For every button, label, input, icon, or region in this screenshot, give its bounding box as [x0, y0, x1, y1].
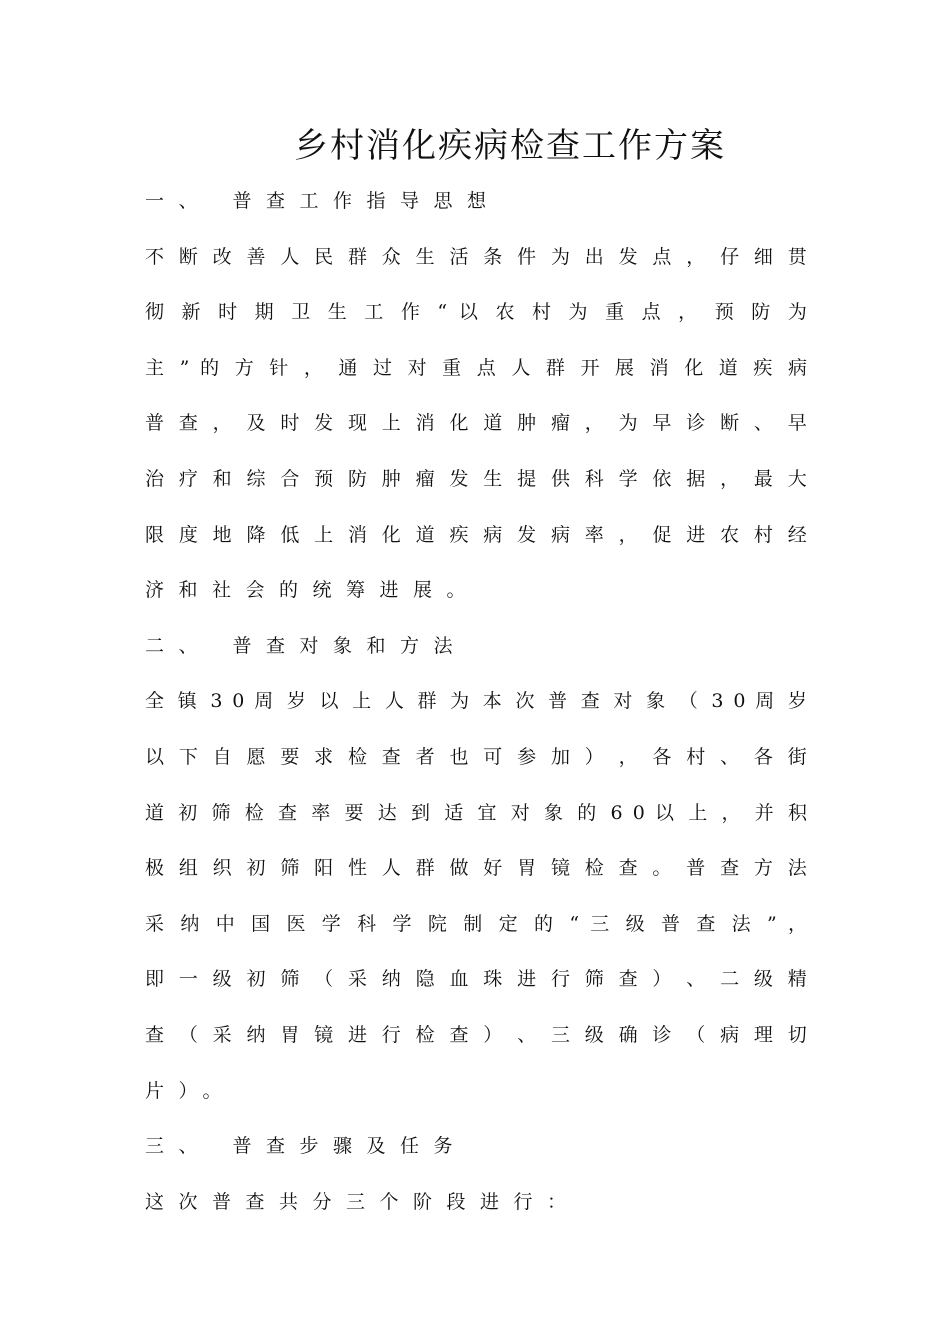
- paragraph-line: 不 断 改 善 人 民 群 众 生 活 条 件 为 出 发 点 ， 仔 细 贯: [145, 245, 807, 268]
- paragraph-line: 这次普查共分三个阶段进行：: [145, 1190, 581, 1213]
- paragraph-line: 采 纳 中 国 医 学 科 学 院 制 定 的 “ 三 级 普 查 法 ” ，: [145, 912, 807, 935]
- document-title: 乡村消化疾病检查工作方案: [294, 126, 726, 166]
- paragraph-line: 限 度 地 降 低 上 消 化 道 疾 病 发 病 率 ， 促 进 农 村 经: [145, 523, 807, 546]
- paragraph-line: 济和社会的统筹进展。: [145, 579, 481, 602]
- paragraph-line: 彻 新 时 期 卫 生 工 作 “ 以 农 村 为 重 点 ， 预 防 为: [145, 301, 807, 324]
- section-heading: 一、 普查工作指导思想: [145, 190, 501, 212]
- section-heading: 三、 普查步骤及任务: [145, 1135, 468, 1158]
- paragraph-line: 以 下 自 愿 要 求 检 查 者 也 可 参 加 ） ， 各 村 、 各 街: [145, 746, 807, 768]
- paragraph-line: 治 疗 和 综 合 预 防 肿 瘤 发 生 提 供 科 学 依 据 ， 最 大: [145, 468, 807, 490]
- section-heading: 二、 普查对象和方法: [145, 634, 468, 657]
- paragraph-line: 普 查 ， 及 时 发 现 上 消 化 道 肿 瘤 ， 为 早 诊 断 、 早: [145, 412, 807, 435]
- paragraph-line: 全 镇 3 0 周 岁 以 上 人 群 为 本 次 普 查 对 象 （ 3 0 周 岁: [145, 690, 807, 713]
- paragraph-line: 即 一 级 初 筛 （ 采 纳 隐 血 珠 进 行 筛 查 ） 、 二 级 精: [145, 968, 807, 991]
- paragraph-line: 片）。: [145, 1079, 237, 1102]
- paragraph-line: 查 （ 采 纳 胃 镜 进 行 检 查 ） 、 三 级 确 诊 （ 病 理 切: [145, 1024, 807, 1046]
- paragraph-line: 道 初 筛 检 查 率 要 达 到 适 宜 对 象 的 6 0 以 上 ， 并 积: [145, 801, 807, 824]
- paragraph-line: 主 ” 的 方 针 ， 通 过 对 重 点 人 群 开 展 消 化 道 疾 病: [145, 356, 807, 379]
- paragraph-line: 极 组 织 初 筛 阳 性 人 群 做 好 胃 镜 检 查 。 普 查 方 法: [145, 857, 807, 880]
